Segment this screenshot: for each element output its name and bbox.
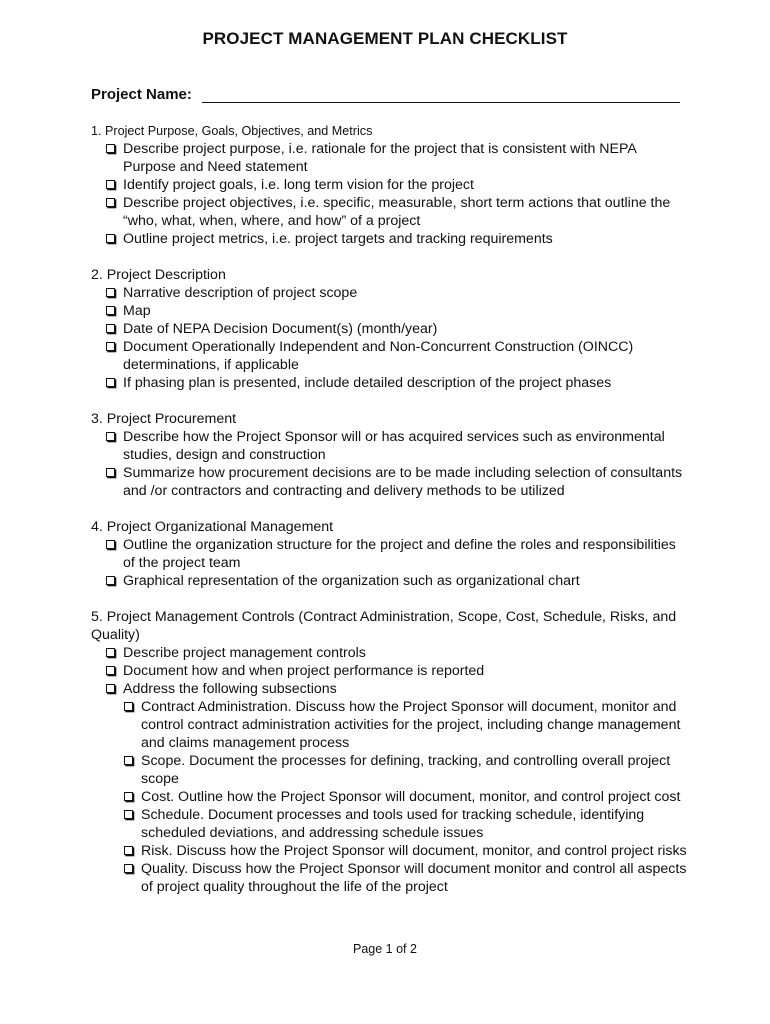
section-management-controls xyxy=(91,608,691,896)
checkbox-icon[interactable] xyxy=(124,810,133,819)
checklist-subitem-text: Schedule. Document processes and tools used for tracking schedule, identifying scheduled deviations, and addressing schedule issues xyxy=(141,807,645,841)
checkbox-icon[interactable] xyxy=(106,324,115,333)
section-heading: 3. Project Procurement xyxy=(91,411,237,427)
checklist-subitem-text: Contract Administration. Discuss how the Project Sponsor will document, monitor and control contract administration activities for the project, including change management and claims management process xyxy=(141,699,681,751)
section-heading: 1. Project Purpose, Goals, Objectives, and Metrics xyxy=(91,124,373,138)
checklist-item-text: Date of NEPA Decision Document(s) (month/year) xyxy=(123,321,438,337)
checkbox-icon[interactable] xyxy=(106,432,115,441)
checklist-subitem[interactable] xyxy=(124,860,691,896)
checkbox-icon[interactable] xyxy=(106,666,115,675)
checkbox-icon[interactable] xyxy=(106,540,115,549)
checklist-item[interactable] xyxy=(106,230,691,248)
checklist-subitem[interactable] xyxy=(124,752,691,788)
checkbox-icon[interactable] xyxy=(124,792,133,801)
checklist-item[interactable] xyxy=(106,302,691,320)
checklist-item-text: Narrative description of project scope xyxy=(123,285,358,301)
checklist-item-text: Document Operationally Independent and Non-Concurrent Construction (OINCC) determinations, if applicable xyxy=(123,339,634,373)
checklist-item-text: If phasing plan is presented, include detailed description of the project phases xyxy=(123,375,612,391)
checklist-item-text: Describe project management controls xyxy=(123,645,366,661)
checkbox-icon[interactable] xyxy=(106,378,115,387)
checkbox-icon[interactable] xyxy=(124,846,133,855)
checklist-item-text: Identify project goals, i.e. long term vision for the project xyxy=(123,177,474,193)
checklist-item[interactable] xyxy=(106,644,691,662)
checkbox-icon[interactable] xyxy=(106,180,115,189)
checklist-item-text: Describe project purpose, i.e. rationale for the project that is consistent with NEPA Purpose and Need statement xyxy=(123,141,637,175)
document-title: PROJECT MANAGEMENT PLAN CHECKLIST xyxy=(202,29,568,48)
checklist-item[interactable] xyxy=(106,194,691,230)
checklist-subitem[interactable] xyxy=(124,788,691,806)
checklist-item[interactable] xyxy=(106,338,691,374)
checklist-item-text: Describe project objectives, i.e. specific, measurable, short term actions that outline the “who, what, when, where, and how” of a project xyxy=(123,195,671,229)
checklist-subitem-text: Risk. Discuss how the Project Sponsor will document, monitor, and control project risks xyxy=(141,843,687,859)
checkbox-icon[interactable] xyxy=(124,756,133,765)
checkbox-icon[interactable] xyxy=(124,864,133,873)
checkbox-icon[interactable] xyxy=(106,288,115,297)
checklist-item-text: Address the following subsections xyxy=(123,681,337,697)
checklist-item-text: Graphical representation of the organization such as organizational chart xyxy=(123,573,580,589)
checkbox-icon[interactable] xyxy=(106,198,115,207)
checkbox-icon[interactable] xyxy=(106,684,115,693)
page-number: Page 1 of 2 xyxy=(353,942,417,956)
checklist-item-text: Outline project metrics, i.e. project targets and tracking requirements xyxy=(123,231,553,247)
checklist-item[interactable] xyxy=(106,176,691,194)
checklist-item[interactable] xyxy=(106,464,691,500)
checkbox-icon[interactable] xyxy=(106,342,115,351)
checklist-subitem-text: Quality. Discuss how the Project Sponsor will document monitor and control all aspects of project quality throughout the life of the project xyxy=(141,861,687,895)
checklist-item[interactable] xyxy=(106,572,691,590)
checklist-item-text: Summarize how procurement decisions are to be made including selection of consultants and /or contractors and contracting and delivery methods to be utilized xyxy=(123,465,683,499)
checklist-item[interactable] xyxy=(106,284,691,302)
checklist-item[interactable] xyxy=(106,428,691,464)
checkbox-icon[interactable] xyxy=(106,306,115,315)
checklist-item-text: Map xyxy=(123,303,151,319)
checklist-item-text: Document how and when project performance is reported xyxy=(123,663,485,679)
checklist-subitem[interactable] xyxy=(124,842,691,860)
section-organizational-management xyxy=(91,518,691,590)
checkbox-icon[interactable] xyxy=(106,468,115,477)
section-heading: 5. Project Management Controls (Contract Administration, Scope, Cost, Schedule, Risks, and Quality) xyxy=(91,609,677,643)
checklist-item[interactable] xyxy=(106,374,691,392)
checklist-item-text: Outline the organization structure for the project and define the roles and responsibilities of the project team xyxy=(123,537,676,571)
checklist-item[interactable] xyxy=(106,536,691,572)
section-heading: 2. Project Description xyxy=(91,267,226,283)
section-project-description xyxy=(91,266,691,392)
checklist-item[interactable] xyxy=(106,140,691,176)
project-name-label: Project Name: xyxy=(91,86,192,103)
section-purpose-goals xyxy=(91,122,691,248)
checkbox-icon[interactable] xyxy=(106,576,115,585)
checklist-item[interactable] xyxy=(106,320,691,338)
checkbox-icon[interactable] xyxy=(106,144,115,153)
checklist-subitem[interactable] xyxy=(124,806,691,842)
project-name-blank-line[interactable] xyxy=(202,87,680,103)
section-project-procurement xyxy=(91,410,691,500)
project-name-row xyxy=(91,86,680,103)
checklist-item-text: Describe how the Project Sponsor will or has acquired services such as environmental studies, design and construction xyxy=(123,429,665,463)
checklist-item[interactable] xyxy=(106,662,691,680)
section-heading: 4. Project Organizational Management xyxy=(91,519,334,535)
checklist-subitem[interactable] xyxy=(124,698,691,752)
checklist-subitem-text: Cost. Outline how the Project Sponsor will document, monitor, and control project cost xyxy=(141,789,681,805)
checkbox-icon[interactable] xyxy=(124,702,133,711)
checklist-subitem-text: Scope. Document the processes for defining, tracking, and controlling overall project scope xyxy=(141,753,671,787)
checklist-item[interactable] xyxy=(106,680,691,698)
checkbox-icon[interactable] xyxy=(106,234,115,243)
checklist-content xyxy=(91,122,691,914)
checkbox-icon[interactable] xyxy=(106,648,115,657)
